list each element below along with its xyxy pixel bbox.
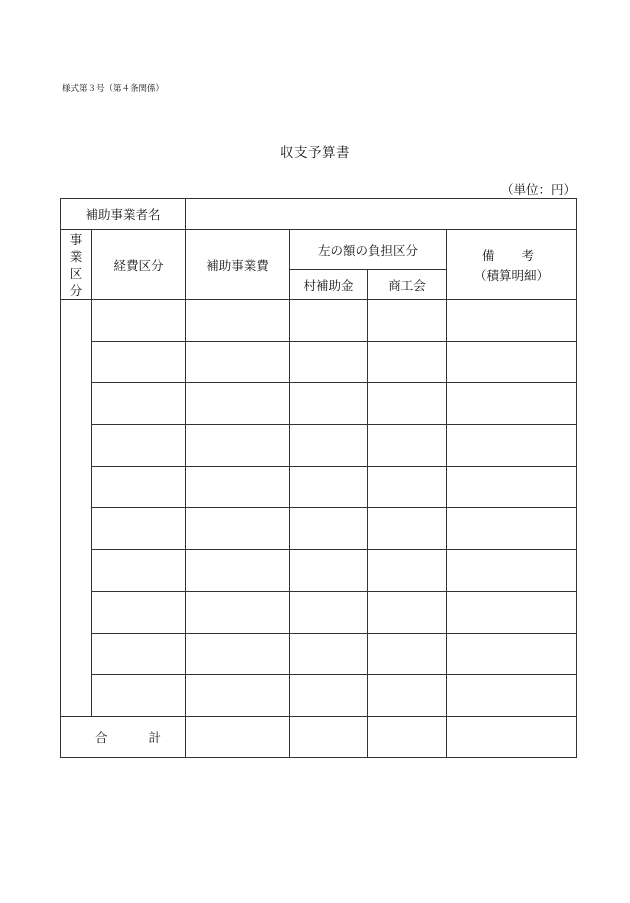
remarks-char: 考 xyxy=(521,247,535,263)
village-subsidy-cell[interactable] xyxy=(290,550,368,592)
commerce-association-cell[interactable] xyxy=(368,508,447,550)
business-category-char: 事 xyxy=(69,231,83,247)
business-category-char: 業 xyxy=(69,248,83,264)
expense-category-cell[interactable] xyxy=(92,675,186,717)
commerce-association-cell[interactable] xyxy=(368,341,447,383)
remarks-cell[interactable] xyxy=(447,550,577,592)
remarks-header xyxy=(447,230,577,300)
expense-category-cell[interactable] xyxy=(92,508,186,550)
remarks-cell[interactable] xyxy=(447,675,577,717)
remarks-sub: （積算明細） xyxy=(474,267,550,283)
total-village-subsidy-cell[interactable] xyxy=(290,716,368,757)
remarks-char: 備 xyxy=(482,247,495,263)
remarks-cell[interactable] xyxy=(447,341,577,383)
expense-category-cell[interactable] xyxy=(92,591,186,633)
total-char: 合 xyxy=(95,729,108,745)
expense-category-cell[interactable] xyxy=(92,425,186,467)
table-row xyxy=(61,425,577,467)
expense-category-cell[interactable] xyxy=(92,633,186,675)
village-subsidy-header: 村補助金 xyxy=(290,270,368,300)
project-cost-cell[interactable] xyxy=(186,550,290,592)
village-subsidy-cell[interactable] xyxy=(290,300,368,342)
business-category-char: 区 xyxy=(69,265,83,281)
table-row xyxy=(61,300,577,342)
table-row xyxy=(61,508,577,550)
business-category-cell[interactable] xyxy=(61,300,92,717)
total-remarks-cell[interactable] xyxy=(447,716,577,757)
expense-category-header: 経費区分 xyxy=(92,230,186,300)
budget-table xyxy=(60,198,577,758)
commerce-association-cell[interactable] xyxy=(368,550,447,592)
commerce-association-header: 商工会 xyxy=(368,270,447,300)
commerce-association-cell[interactable] xyxy=(368,383,447,425)
project-cost-cell[interactable] xyxy=(186,300,290,342)
project-cost-cell[interactable] xyxy=(186,675,290,717)
village-subsidy-cell[interactable] xyxy=(290,383,368,425)
document-title: 収支予算書 xyxy=(280,145,350,161)
table-row xyxy=(61,633,577,675)
remarks-cell[interactable] xyxy=(447,591,577,633)
project-cost-cell[interactable] xyxy=(186,591,290,633)
commerce-association-cell[interactable] xyxy=(368,633,447,675)
village-subsidy-cell[interactable] xyxy=(290,591,368,633)
commerce-association-cell[interactable] xyxy=(368,675,447,717)
form-number: 様式第３号（第４条関係） xyxy=(62,84,165,94)
total-row xyxy=(61,716,577,757)
table-row xyxy=(61,550,577,592)
project-cost-cell[interactable] xyxy=(186,383,290,425)
table-row xyxy=(61,466,577,508)
header-row xyxy=(61,230,577,270)
project-cost-cell[interactable] xyxy=(186,466,290,508)
village-subsidy-cell[interactable] xyxy=(290,466,368,508)
project-cost-cell[interactable] xyxy=(186,425,290,467)
applicant-row xyxy=(61,199,577,230)
expense-category-cell[interactable] xyxy=(92,466,186,508)
remarks-cell[interactable] xyxy=(447,300,577,342)
table-row xyxy=(61,383,577,425)
total-project-cost-cell[interactable] xyxy=(186,716,290,757)
total-commerce-association-cell[interactable] xyxy=(368,716,447,757)
remarks-cell[interactable] xyxy=(447,383,577,425)
expense-category-cell[interactable] xyxy=(92,383,186,425)
village-subsidy-cell[interactable] xyxy=(290,508,368,550)
total-label xyxy=(61,716,186,757)
burden-header: 左の額の負担区分 xyxy=(290,230,447,270)
project-cost-cell[interactable] xyxy=(186,633,290,675)
commerce-association-cell[interactable] xyxy=(368,591,447,633)
business-category-header xyxy=(61,230,92,300)
project-cost-header: 補助事業費 xyxy=(186,230,290,300)
table-row xyxy=(61,341,577,383)
commerce-association-cell[interactable] xyxy=(368,466,447,508)
expense-category-cell[interactable] xyxy=(92,550,186,592)
remarks-cell[interactable] xyxy=(447,633,577,675)
village-subsidy-cell[interactable] xyxy=(290,675,368,717)
commerce-association-cell[interactable] xyxy=(368,300,447,342)
project-cost-cell[interactable] xyxy=(186,341,290,383)
project-cost-cell[interactable] xyxy=(186,508,290,550)
expense-category-cell[interactable] xyxy=(92,341,186,383)
remarks-cell[interactable] xyxy=(447,466,577,508)
village-subsidy-cell[interactable] xyxy=(290,425,368,467)
business-category-char: 分 xyxy=(69,282,83,298)
table-row xyxy=(61,591,577,633)
remarks-cell[interactable] xyxy=(447,508,577,550)
unit-label: （単位：円） xyxy=(500,182,576,197)
total-char: 計 xyxy=(148,729,162,745)
expense-category-cell[interactable] xyxy=(92,300,186,342)
applicant-name-field[interactable] xyxy=(186,199,577,230)
commerce-association-cell[interactable] xyxy=(368,425,447,467)
table-row xyxy=(61,675,577,717)
village-subsidy-cell[interactable] xyxy=(290,341,368,383)
remarks-cell[interactable] xyxy=(447,425,577,467)
village-subsidy-cell[interactable] xyxy=(290,633,368,675)
applicant-label: 補助事業者名 xyxy=(61,199,186,230)
